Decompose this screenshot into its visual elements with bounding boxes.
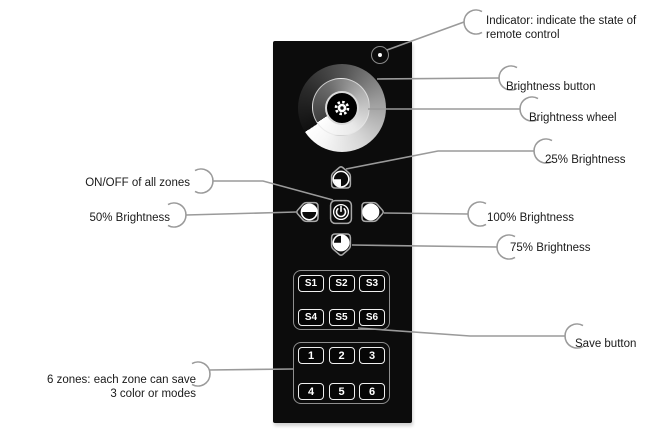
remote-body [273, 41, 412, 423]
callout-arc-50 [168, 203, 186, 227]
zone-button-5[interactable]: 5 [329, 383, 355, 400]
brightness-wheel[interactable] [298, 64, 386, 152]
scene-button-s6[interactable]: S6 [359, 309, 385, 326]
callout-label-brightness-wheel: Brightness wheel [529, 112, 617, 124]
power-button[interactable] [328, 199, 354, 225]
callout-label-50: 50% Brightness [89, 212, 170, 224]
pie-75-icon [333, 235, 349, 251]
zone-button-4[interactable]: 4 [298, 383, 324, 400]
zone-button-2[interactable]: 2 [329, 347, 355, 364]
callout-arc-onoff [195, 169, 213, 193]
led-dot-icon [378, 53, 382, 57]
brightness-center-button[interactable] [325, 91, 359, 125]
callout-label-75: 75% Brightness [510, 242, 591, 254]
pie-25-icon [333, 171, 349, 187]
callout-arc-indicator [464, 10, 482, 34]
scene-button-s3[interactable]: S3 [359, 275, 385, 292]
callout-label-25: 25% Brightness [545, 154, 626, 166]
zone-buttons-group [293, 342, 390, 404]
scene-button-s5[interactable]: S5 [329, 309, 355, 326]
zone-button-6[interactable]: 6 [359, 383, 385, 400]
callout-label-onoff: ON/OFF of all zones [85, 177, 190, 189]
callout-label-zones: 6 zones: each zone can save 3 color or modes [47, 374, 196, 400]
gear-icon [333, 99, 351, 117]
callout-label-save: Save button [575, 338, 637, 350]
zone-button-3[interactable]: 3 [359, 347, 385, 364]
callout-arc-100 [468, 202, 486, 226]
power-icon [334, 205, 349, 220]
zone-button-1[interactable]: 1 [298, 347, 324, 364]
brightness-75-button[interactable] [328, 231, 354, 257]
scene-buttons-group [293, 270, 390, 330]
pie-50-icon [301, 204, 317, 220]
brightness-100-button[interactable] [359, 199, 385, 225]
scene-button-s2[interactable]: S2 [329, 275, 355, 292]
callout-label-brightness-button: Brightness button [506, 81, 596, 93]
callout-label-indicator: Indicator: indicate the state of remote control [486, 15, 637, 41]
brightness-25-button[interactable] [328, 165, 354, 191]
brightness-50-button[interactable] [295, 199, 321, 225]
circle-100-icon [363, 204, 379, 220]
indicator-led [371, 46, 389, 64]
scene-button-s1[interactable]: S1 [298, 275, 324, 292]
scene-button-s4[interactable]: S4 [298, 309, 324, 326]
callout-label-100: 100% Brightness [487, 212, 574, 224]
